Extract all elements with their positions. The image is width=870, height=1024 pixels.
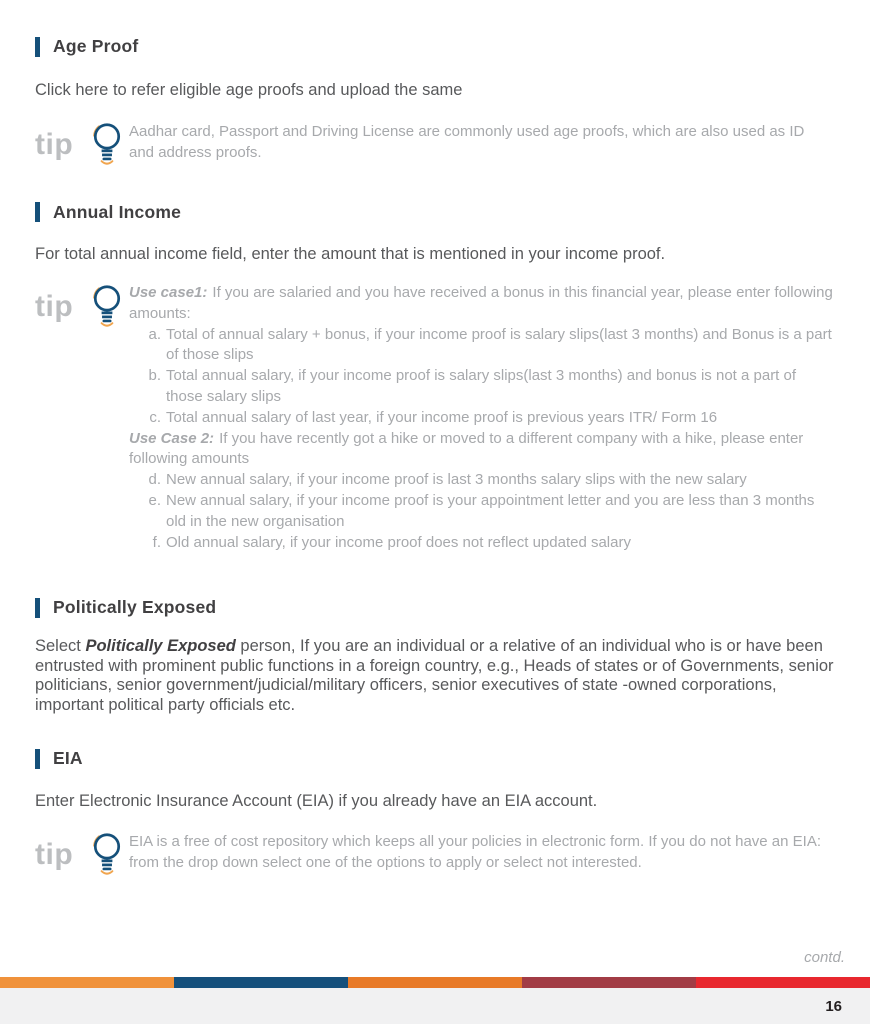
emphasized-term: Politically Exposed [85,637,236,656]
tip-callout [35,281,835,553]
section-heading-eia [35,748,835,769]
use-case-2-lead: Use Case 2: If you have recently got a hike or moved to a different company with a hike, please enter following amounts [129,429,804,468]
stripe-segment [348,977,522,988]
tip-text: EIA is a free of cost repository which keeps all your policies in electronic form. If you do not have an EIA: from the drop down select one of the options to apply or select not interested. [129,832,822,871]
heading-accent-bar [35,598,40,618]
tip-text [129,283,835,553]
section-body: Enter Electronic Insurance Account (EIA) if you already have an EIA account. [35,792,598,811]
stripe-segment [0,977,174,988]
heading-accent-bar [35,202,40,222]
tip-callout [35,829,835,880]
footer-color-stripe [0,977,870,988]
footer-bar [0,988,870,1024]
heading-accent-bar [35,37,40,57]
section-heading-politically-exposed [35,597,835,618]
tip-callout [35,119,835,170]
section-title: Politically Exposed [53,597,217,618]
list-item: d. New annual salary, if your income proof is last 3 months salary slips with the new salary [148,471,747,489]
tip-text: Aadhar card, Passport and Driving License are commonly used age proofs, which are also used as ID and address proofs. [129,122,805,161]
section-title: Age Proof [53,36,139,56]
section-body: For total annual income field, enter the amount that is mentioned in your income proof. [35,244,666,263]
tip-label: tip [35,290,74,323]
heading-accent-bar [35,749,40,769]
section-body: Select Politically Exposed person, If you are an individual or a relative of an individual who is or have been entrusted with prominent public functions in a foreign country, e.g., Heads of states or of Governments, senior politicians, senior government/judicial/military officers, senior executives of state -owned corporations, important political party officials etc. [35,637,834,714]
list-item: b. Total annual salary, if your income proof is salary slips(last 3 months) and bonus is not a part of those salary slips [148,367,797,405]
tip-label: tip [35,837,74,871]
stripe-segment [174,977,348,988]
lightbulb-icon [85,282,129,332]
lightbulb-icon [85,830,129,880]
section-title: Annual Income [53,201,182,222]
list-item: a. Total of annual salary + bonus, if your income proof is salary slips(last 3 months) and Bonus is a part of those slips [148,325,832,364]
section-body: Click here to refer eligible age proofs and upload the same [35,81,463,99]
use-case-1-label: Use case1: [129,284,208,301]
tip-label: tip [35,127,74,161]
section-heading-age-proof [35,36,835,57]
section-heading-annual-income [35,202,835,223]
page-number: 16 [825,997,842,1015]
lightbulb-icon [85,120,129,170]
use-case-1-lead: Use case1: If you are salaried and you have received a bonus in this financial year, please enter following amounts: [129,284,833,322]
list-item: e. New annual salary, if your income proof is your appointment letter and you are less than 3 months old in the new organisation [148,491,815,530]
stripe-segment [696,977,870,988]
continued-label: contd. [804,949,845,966]
list-item: c. Total annual salary of last year, if your income proof is previous years ITR/ Form 16 [149,408,718,426]
stripe-segment [522,977,696,988]
list-item: f. Old annual salary, if your income proof does not reflect updated salary [152,533,631,551]
section-title: EIA [53,748,83,769]
use-case-2-label: Use Case 2: [129,429,215,447]
